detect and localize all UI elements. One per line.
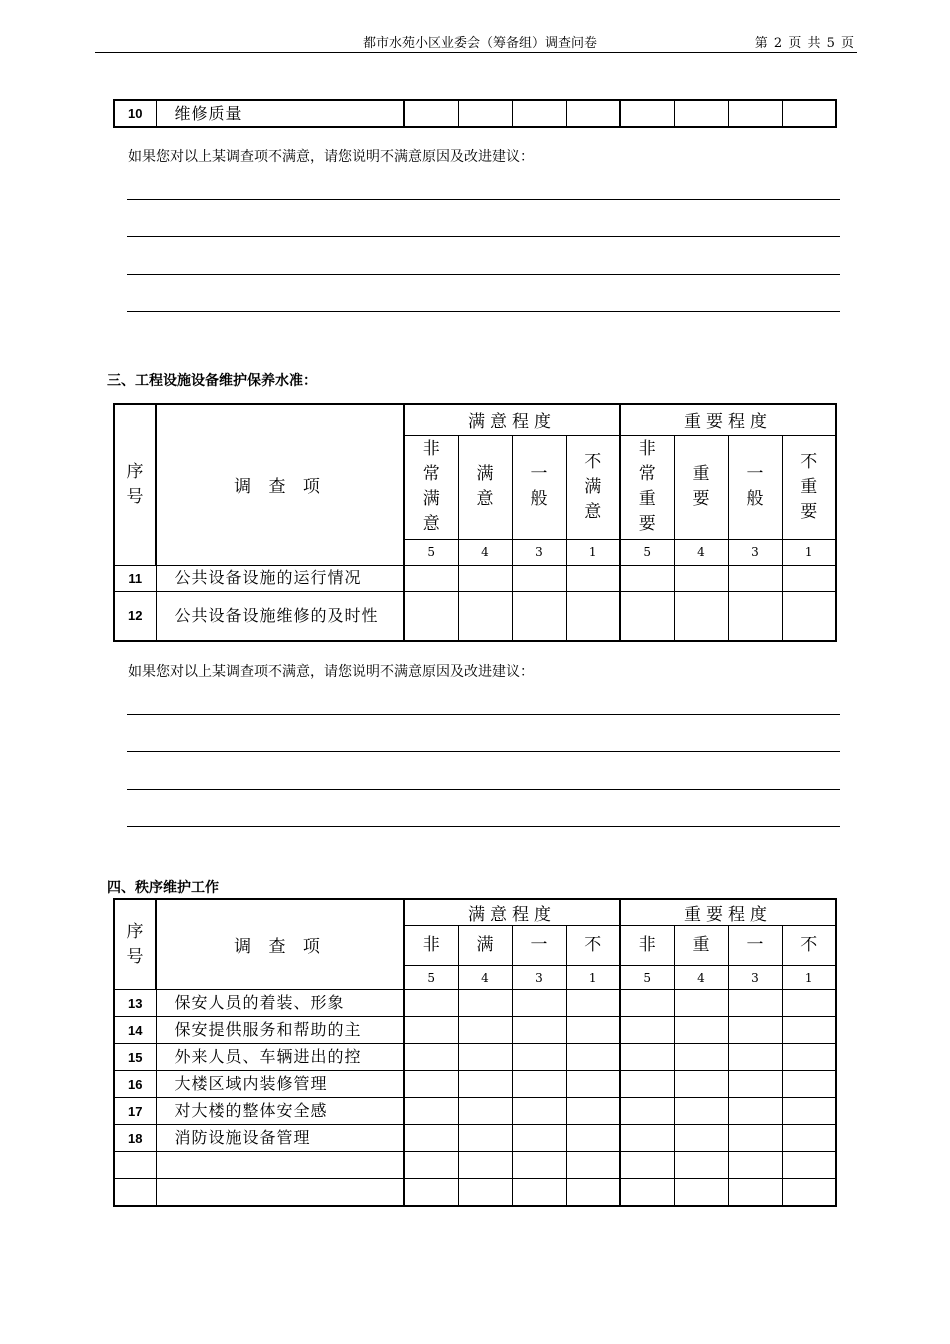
answer-cell[interactable] bbox=[566, 990, 620, 1017]
answer-cell[interactable] bbox=[404, 100, 458, 127]
answer-cell[interactable] bbox=[674, 1017, 728, 1044]
answer-cell[interactable] bbox=[566, 1098, 620, 1125]
security-table bbox=[113, 898, 837, 1207]
survey-item-header: 调 查 项 bbox=[156, 899, 404, 990]
answer-cell[interactable] bbox=[674, 1152, 728, 1179]
level-not-important: 不 bbox=[782, 926, 836, 966]
answer-cell[interactable] bbox=[728, 990, 782, 1017]
level-not-important: 不重要 bbox=[782, 435, 836, 539]
seq-header: 序号 bbox=[114, 899, 156, 990]
row-number: 15 bbox=[114, 1044, 156, 1071]
level-satisfied: 满意 bbox=[458, 435, 512, 539]
answer-cell[interactable] bbox=[674, 1071, 728, 1098]
level-average: 一般 bbox=[728, 435, 782, 539]
answer-cell[interactable] bbox=[728, 565, 782, 591]
answer-cell[interactable] bbox=[404, 1044, 458, 1071]
suggestion-line[interactable] bbox=[127, 714, 840, 715]
answer-cell[interactable] bbox=[566, 1125, 620, 1152]
survey-item: 维修质量 bbox=[156, 100, 404, 127]
answer-cell[interactable] bbox=[566, 591, 620, 641]
answer-cell[interactable] bbox=[566, 1152, 620, 1179]
answer-cell[interactable] bbox=[566, 1044, 620, 1071]
suggestion-prompt: 如果您对以上某调查项不满意，请您说明不满意原因及改进建议： bbox=[128, 149, 534, 165]
table-row bbox=[114, 100, 836, 127]
table-row bbox=[114, 1071, 836, 1098]
answer-cell[interactable] bbox=[782, 1071, 836, 1098]
survey-item bbox=[156, 1179, 404, 1206]
answer-cell[interactable] bbox=[728, 591, 782, 641]
answer-cell[interactable] bbox=[620, 1017, 674, 1044]
survey-item: 保安人员的着装、形象 bbox=[156, 990, 404, 1017]
suggestion-line[interactable] bbox=[127, 826, 840, 827]
suggestion-line[interactable] bbox=[127, 789, 840, 790]
suggestion-line[interactable] bbox=[127, 751, 840, 752]
score-label: 5 bbox=[620, 966, 674, 990]
level-very-satisfied: 非 bbox=[404, 926, 458, 966]
level-unsatisfied: 不 bbox=[566, 926, 620, 966]
section-title: 三、工程设施设备维护保养水准： bbox=[107, 373, 317, 389]
score-label: 1 bbox=[566, 539, 620, 565]
row-number: 10 bbox=[114, 100, 156, 127]
level-unsatisfied: 不满意 bbox=[566, 435, 620, 539]
answer-cell[interactable] bbox=[620, 1098, 674, 1125]
score-label: 1 bbox=[782, 966, 836, 990]
answer-cell[interactable] bbox=[782, 591, 836, 641]
answer-cell[interactable] bbox=[782, 565, 836, 591]
survey-item: 消防设施设备管理 bbox=[156, 1125, 404, 1152]
answer-cell[interactable] bbox=[728, 1044, 782, 1071]
answer-cell[interactable] bbox=[512, 1125, 566, 1152]
survey-item-header: 调 查 项 bbox=[156, 404, 404, 565]
answer-cell[interactable] bbox=[458, 100, 512, 127]
answer-cell[interactable] bbox=[404, 1098, 458, 1125]
answer-cell[interactable] bbox=[620, 1179, 674, 1206]
answer-cell[interactable] bbox=[458, 990, 512, 1017]
answer-cell[interactable] bbox=[512, 1017, 566, 1044]
answer-cell[interactable] bbox=[728, 1152, 782, 1179]
row-number: 13 bbox=[114, 990, 156, 1017]
answer-cell[interactable] bbox=[512, 1098, 566, 1125]
survey-item: 公共设备设施的运行情况 bbox=[156, 565, 404, 591]
answer-cell[interactable] bbox=[728, 1071, 782, 1098]
answer-cell[interactable] bbox=[566, 1071, 620, 1098]
answer-cell[interactable] bbox=[404, 1179, 458, 1206]
answer-cell[interactable] bbox=[512, 1179, 566, 1206]
answer-cell[interactable] bbox=[512, 1071, 566, 1098]
answer-cell[interactable] bbox=[512, 591, 566, 641]
answer-cell[interactable] bbox=[620, 1152, 674, 1179]
score-label: 5 bbox=[404, 966, 458, 990]
quality-table bbox=[113, 99, 837, 128]
answer-cell[interactable] bbox=[674, 1125, 728, 1152]
answer-cell[interactable] bbox=[728, 1179, 782, 1206]
answer-cell[interactable] bbox=[566, 1179, 620, 1206]
survey-item: 外来人员、车辆进出的控 bbox=[156, 1044, 404, 1071]
answer-cell[interactable] bbox=[458, 565, 512, 591]
table-row bbox=[114, 1152, 836, 1179]
answer-cell[interactable] bbox=[674, 1044, 728, 1071]
answer-cell[interactable] bbox=[404, 591, 458, 641]
answer-cell[interactable] bbox=[404, 565, 458, 591]
suggestion-line[interactable] bbox=[127, 236, 840, 237]
answer-cell[interactable] bbox=[620, 1071, 674, 1098]
answer-cell[interactable] bbox=[620, 565, 674, 591]
answer-cell[interactable] bbox=[404, 1152, 458, 1179]
page-header bbox=[95, 32, 857, 53]
answer-cell[interactable] bbox=[782, 1179, 836, 1206]
level-average: 一 bbox=[512, 926, 566, 966]
score-label: 4 bbox=[674, 539, 728, 565]
level-important: 重 bbox=[674, 926, 728, 966]
answer-cell[interactable] bbox=[728, 100, 782, 127]
answer-cell[interactable] bbox=[458, 591, 512, 641]
suggestion-line[interactable] bbox=[127, 274, 840, 275]
answer-cell[interactable] bbox=[404, 990, 458, 1017]
answer-cell[interactable] bbox=[620, 1044, 674, 1071]
satisfaction-header: 满意程度 bbox=[404, 899, 620, 926]
answer-cell[interactable] bbox=[512, 990, 566, 1017]
seq-header: 序号 bbox=[114, 404, 156, 565]
answer-cell[interactable] bbox=[458, 1179, 512, 1206]
answer-cell[interactable] bbox=[728, 1098, 782, 1125]
section-title: 四、秩序维护工作 bbox=[107, 880, 219, 896]
score-label: 4 bbox=[458, 539, 512, 565]
answer-cell[interactable] bbox=[674, 1179, 728, 1206]
score-label: 5 bbox=[404, 539, 458, 565]
survey-item bbox=[156, 1152, 404, 1179]
answer-cell[interactable] bbox=[728, 1017, 782, 1044]
answer-cell[interactable] bbox=[620, 591, 674, 641]
row-number bbox=[114, 1179, 156, 1206]
score-label: 3 bbox=[512, 539, 566, 565]
level-important: 重要 bbox=[674, 435, 728, 539]
answer-cell[interactable] bbox=[404, 1071, 458, 1098]
answer-cell[interactable] bbox=[782, 1152, 836, 1179]
table-row bbox=[114, 1017, 836, 1044]
row-number: 18 bbox=[114, 1125, 156, 1152]
score-label: 5 bbox=[620, 539, 674, 565]
table-row bbox=[114, 1179, 836, 1206]
table-row bbox=[114, 565, 836, 591]
answer-cell[interactable] bbox=[512, 1152, 566, 1179]
table-row bbox=[114, 1044, 836, 1071]
score-label: 1 bbox=[566, 966, 620, 990]
table-row bbox=[114, 591, 836, 641]
answer-cell[interactable] bbox=[782, 1125, 836, 1152]
row-number bbox=[114, 1152, 156, 1179]
answer-cell[interactable] bbox=[512, 565, 566, 591]
suggestion-line[interactable] bbox=[127, 199, 840, 200]
level-average: 一般 bbox=[512, 435, 566, 539]
score-label: 3 bbox=[728, 539, 782, 565]
page-number: 第 2 页 共 5 页 bbox=[754, 36, 855, 51]
survey-item: 大楼区域内装修管理 bbox=[156, 1071, 404, 1098]
score-label: 1 bbox=[782, 539, 836, 565]
answer-cell[interactable] bbox=[512, 1044, 566, 1071]
answer-cell[interactable] bbox=[404, 1125, 458, 1152]
suggestion-line[interactable] bbox=[127, 311, 840, 312]
survey-item: 保安提供服务和帮助的主 bbox=[156, 1017, 404, 1044]
document-title: 都市水苑小区业委会（筹备组）调查问卷 bbox=[363, 36, 598, 51]
row-number: 12 bbox=[114, 591, 156, 641]
suggestion-prompt: 如果您对以上某调查项不满意，请您说明不满意原因及改进建议： bbox=[128, 664, 534, 680]
answer-cell[interactable] bbox=[566, 565, 620, 591]
answer-cell[interactable] bbox=[512, 100, 566, 127]
answer-cell[interactable] bbox=[674, 565, 728, 591]
answer-cell[interactable] bbox=[728, 1125, 782, 1152]
answer-cell[interactable] bbox=[782, 100, 836, 127]
answer-cell[interactable] bbox=[674, 100, 728, 127]
answer-cell[interactable] bbox=[566, 100, 620, 127]
answer-cell[interactable] bbox=[566, 1017, 620, 1044]
answer-cell[interactable] bbox=[458, 1152, 512, 1179]
survey-item: 对大楼的整体安全感 bbox=[156, 1098, 404, 1125]
row-number: 14 bbox=[114, 1017, 156, 1044]
table-row bbox=[114, 990, 836, 1017]
score-label: 4 bbox=[674, 966, 728, 990]
answer-cell[interactable] bbox=[782, 1017, 836, 1044]
answer-cell[interactable] bbox=[782, 1098, 836, 1125]
score-label: 3 bbox=[728, 966, 782, 990]
answer-cell[interactable] bbox=[620, 100, 674, 127]
row-number: 11 bbox=[114, 565, 156, 591]
score-label: 3 bbox=[512, 966, 566, 990]
satisfaction-header: 满意程度 bbox=[404, 404, 620, 435]
row-number: 17 bbox=[114, 1098, 156, 1125]
level-average: 一 bbox=[728, 926, 782, 966]
engineering-table bbox=[113, 403, 837, 642]
importance-header: 重要程度 bbox=[620, 899, 836, 926]
level-very-important: 非 bbox=[620, 926, 674, 966]
answer-cell[interactable] bbox=[458, 1017, 512, 1044]
score-label: 4 bbox=[458, 966, 512, 990]
answer-cell[interactable] bbox=[458, 1098, 512, 1125]
table-row bbox=[114, 1098, 836, 1125]
answer-cell[interactable] bbox=[674, 990, 728, 1017]
answer-cell[interactable] bbox=[674, 1098, 728, 1125]
answer-cell[interactable] bbox=[458, 1044, 512, 1071]
level-satisfied: 满 bbox=[458, 926, 512, 966]
answer-cell[interactable] bbox=[404, 1017, 458, 1044]
answer-cell[interactable] bbox=[782, 990, 836, 1017]
importance-header: 重要程度 bbox=[620, 404, 836, 435]
survey-item: 公共设备设施维修的及时性 bbox=[156, 591, 404, 641]
answer-cell[interactable] bbox=[674, 591, 728, 641]
row-number: 16 bbox=[114, 1071, 156, 1098]
answer-cell[interactable] bbox=[620, 1125, 674, 1152]
answer-cell[interactable] bbox=[620, 990, 674, 1017]
table-row bbox=[114, 1125, 836, 1152]
answer-cell[interactable] bbox=[782, 1044, 836, 1071]
level-very-important: 非常重要 bbox=[620, 435, 674, 539]
answer-cell[interactable] bbox=[458, 1071, 512, 1098]
level-very-satisfied: 非常满意 bbox=[404, 435, 458, 539]
answer-cell[interactable] bbox=[458, 1125, 512, 1152]
